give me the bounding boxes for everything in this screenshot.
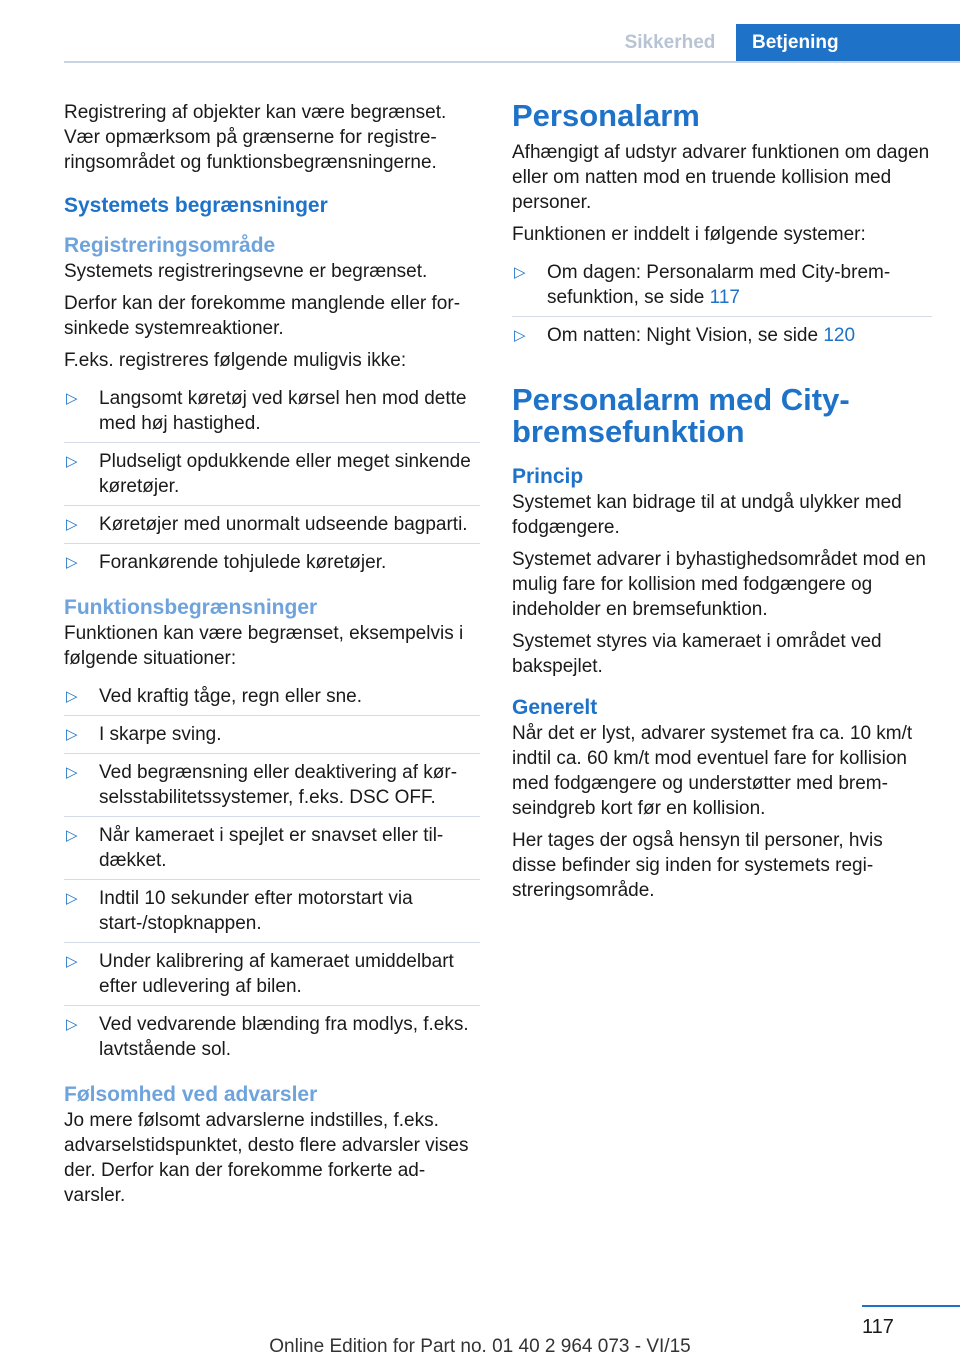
heading-system-limits: Systemets begrænsninger <box>64 194 328 217</box>
page-link-117[interactable]: 117 <box>709 287 740 308</box>
bullet-triangle-icon: ▷ <box>66 1016 78 1033</box>
header-rule <box>64 61 960 63</box>
list-item: ▷ Køretøjer med unormalt udseende bagparti. <box>64 506 480 544</box>
heading-personalarm: Personalarm <box>512 98 700 133</box>
list-item: ▷ Om dagen: Personalarm med City-bremsefunktion, se side 117 <box>512 254 932 317</box>
bullet-triangle-icon: ▷ <box>66 516 78 533</box>
list-item: ▷ Når kameraet i spejlet er snavset eller tildækket. <box>64 817 480 880</box>
list-item: ▷ Indtil 10 sekunder efter motorstart via start-/stopknappen. <box>64 880 480 943</box>
list-item: ▷ I skarpe sving. <box>64 716 480 754</box>
bullet-triangle-icon: ▷ <box>66 764 78 781</box>
tab-betjening[interactable]: Betjening <box>736 24 960 62</box>
page-number: 117 <box>862 1316 894 1338</box>
heading-warning-sensitivity: Følsomhed ved advarsler <box>64 1083 318 1106</box>
paragraph: F.eks. registreres følgende muligvis ikke: <box>64 350 407 371</box>
bullet-triangle-icon: ▷ <box>66 827 78 844</box>
heading-princip: Princip <box>512 465 584 488</box>
function-list <box>64 678 480 1068</box>
paragraph: Funktionen er inddelt i følgende systemer: <box>512 224 866 245</box>
bullet-triangle-icon: ▷ <box>66 390 78 407</box>
bullet-triangle-icon: ▷ <box>66 890 78 907</box>
list-item: ▷ Ved vedvarende blænding fra modlys, f.eks. lavtstående sol. <box>66 1014 469 1060</box>
paragraph: Jo mere følsomt advarslerne indstilles, f.eks. advarselstidspunktet, desto flere advarsler vises der. Derfor kan der forekomme forkerte advarsler. <box>64 1110 469 1206</box>
bullet-triangle-icon: ▷ <box>66 953 78 970</box>
heading-detection-range: Registreringsområde <box>64 234 276 257</box>
heading-city-brake: Personalarm med City-bremsefunktion <box>512 382 850 449</box>
paragraph: Systemet advarer i byhastighedsområdet mod en mulig fare for kollision med fodgængere og indeholder en bremsefunktion. <box>512 549 926 620</box>
bullet-triangle-icon: ▷ <box>66 688 78 705</box>
paragraph: Systemets registreringsevne er begrænset. <box>64 261 428 282</box>
paragraph: Systemet styres via kameraet i området ved bakspejlet. <box>512 631 882 677</box>
paragraph: Når det er lyst, advarer systemet fra ca. 10 km/t indtil ca. 60 km/t mod eventuel fare for kollision med fodgængere og understøtter med bremseindgreb kort før en kollision. <box>512 723 913 819</box>
list-item: ▷ Pludseligt opdukkende eller meget sinkende køretøjer. <box>64 443 480 506</box>
bullet-triangle-icon: ▷ <box>66 554 78 571</box>
list-item: ▷ Under kalibrering af kameraet umiddelbart efter udlevering af bilen. <box>64 943 480 1006</box>
bullet-triangle-icon: ▷ <box>66 453 78 470</box>
intro-paragraph: Registrering af objekter kan være begrænset. Vær opmærksom på grænserne for registreringsområdet og funktionsbegrænsningerne. <box>64 102 447 173</box>
list-item: ▷ Om natten: Night Vision, se side 120 <box>514 325 856 346</box>
page-number-rule <box>862 1305 960 1307</box>
bullet-triangle-icon: ▷ <box>514 264 526 281</box>
bullet-triangle-icon: ▷ <box>514 327 526 344</box>
paragraph: Her tages der også hensyn til personer, hvis disse befinder sig inden for systemets registreringsområde. <box>512 830 883 901</box>
tab-sikkerhed[interactable]: Sikkerhed <box>624 32 716 53</box>
systems-list <box>512 254 932 354</box>
page-link-120[interactable]: 120 <box>823 325 856 346</box>
heading-function-limits: Funktionsbegrænsninger <box>64 596 318 619</box>
paragraph: Funktionen kan være begrænset, eksempelvis i følgende situationer: <box>64 623 464 669</box>
list-item: ▷ Ved kraftig tåge, regn eller sne. <box>64 678 480 716</box>
range-list <box>64 380 480 581</box>
footer-edition: Online Edition for Part no. 01 40 2 964 073 - VI/15 <box>269 1336 691 1357</box>
list-item: ▷ Langsomt køretøj ved kørsel hen mod dette med høj hastighed. <box>64 380 480 443</box>
paragraph: Afhængigt af udstyr advarer funktionen om dagen eller om natten mod en truende kollision med personer. <box>512 142 930 213</box>
paragraph: Systemet kan bidrage til at undgå ulykker med fodgængere. <box>512 492 902 538</box>
heading-generelt: Generelt <box>512 696 598 719</box>
list-item: ▷ Ved begrænsning eller deaktivering af kørselsstabilitetssystemer, f.eks. DSC OFF. <box>64 754 480 817</box>
list-item: ▷ Forankørende tohjulede køretøjer. <box>66 552 387 573</box>
paragraph: Derfor kan der forekomme manglende eller forsinkede systemreaktioner. <box>64 293 461 339</box>
left-column <box>64 100 480 1215</box>
bullet-triangle-icon: ▷ <box>66 726 78 743</box>
right-column <box>512 100 932 910</box>
